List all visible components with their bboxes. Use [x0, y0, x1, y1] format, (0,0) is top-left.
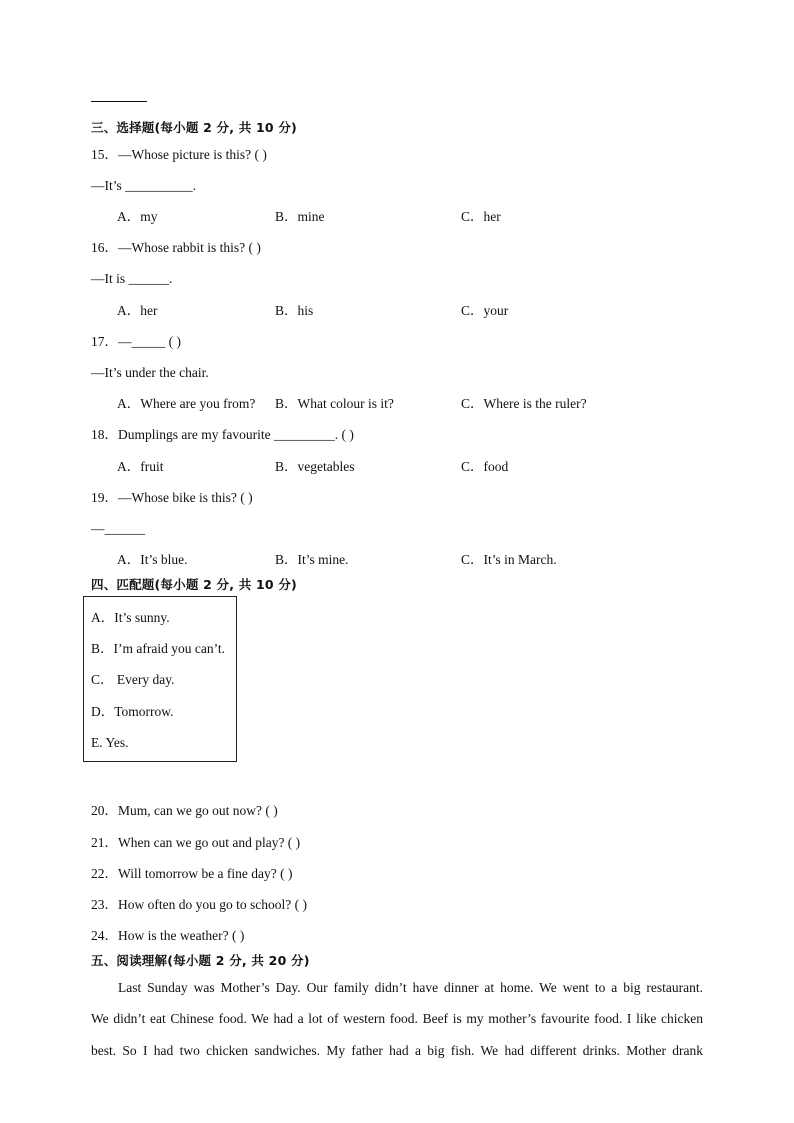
option-c[interactable]: C．Where is the ruler?: [461, 396, 587, 411]
question-15-options: [0, 208, 794, 226]
question-16-options: [0, 302, 794, 320]
option-b[interactable]: B．It’s mine.: [275, 552, 349, 567]
option-b[interactable]: B．his: [275, 303, 314, 318]
question-19-options: [0, 551, 794, 569]
match-option-c: C． Every day.: [91, 672, 175, 687]
option-c[interactable]: C．food: [461, 459, 509, 474]
option-a[interactable]: A．Where are you from?: [117, 396, 256, 411]
top-answer-blank: [91, 101, 147, 102]
question-16-stem: 16．—Whose rabbit is this? ( ): [91, 240, 261, 255]
section4-heading: 四、匹配题(每小题 2 分, 共 10 分): [91, 577, 297, 592]
question-20: 20．Mum, can we go out now? ( ): [91, 803, 278, 818]
option-a[interactable]: A．It’s blue.: [117, 552, 188, 567]
match-option-b: B．I’m afraid you can’t.: [91, 641, 225, 656]
question-17-options: [0, 395, 794, 413]
reading-paragraph-line-3: best. So I had two chicken sandwiches. My father had a big fish. We had different drinks. Mother drank: [91, 1043, 703, 1058]
option-c[interactable]: C．your: [461, 303, 509, 318]
option-b[interactable]: B．mine: [275, 209, 325, 224]
question-17-stem: 17．—_____ ( ): [91, 334, 181, 349]
section5-heading: 五、阅读理解(每小题 2 分, 共 20 分): [91, 953, 310, 968]
question-19-reply: —______: [91, 521, 145, 536]
option-a[interactable]: A．my: [117, 209, 158, 224]
option-b[interactable]: B．What colour is it?: [275, 396, 394, 411]
option-a[interactable]: A．her: [117, 303, 158, 318]
question-17-reply: —It’s under the chair.: [91, 365, 209, 380]
reading-paragraph-line-2: We didn’t eat Chinese food. We had a lot of western food. Beef is my mother’s favourite food. I like chicken: [91, 1011, 703, 1026]
question-19-stem: 19．—Whose bike is this? ( ): [91, 490, 253, 505]
question-15-reply: —It’s __________.: [91, 178, 197, 193]
option-c[interactable]: C．It’s in March.: [461, 552, 557, 567]
question-22: 22．Will tomorrow be a fine day? ( ): [91, 866, 293, 881]
section3-heading: 三、选择题(每小题 2 分, 共 10 分): [91, 120, 297, 135]
question-23: 23．How often do you go to school? ( ): [91, 897, 307, 912]
question-21: 21．When can we go out and play? ( ): [91, 835, 301, 850]
option-b[interactable]: B．vegetables: [275, 459, 355, 474]
match-option-e: E. Yes.: [91, 735, 129, 750]
question-18-stem: 18．Dumplings are my favourite _________. ( ): [91, 427, 354, 442]
question-16-reply: —It is ______.: [91, 271, 173, 286]
question-24: 24．How is the weather? ( ): [91, 928, 245, 943]
matching-options-box: [83, 596, 237, 762]
reading-paragraph-line-1: Last Sunday was Mother’s Day. Our family didn’t have dinner at home. We went to a big restaurant.: [118, 980, 703, 995]
question-15-stem: 15．—Whose picture is this? ( ): [91, 147, 267, 162]
question-18-options: [0, 458, 794, 476]
match-option-d: D．Tomorrow.: [91, 704, 174, 719]
option-a[interactable]: A．fruit: [117, 459, 164, 474]
match-option-a: A．It’s sunny.: [91, 610, 170, 625]
option-c[interactable]: C．her: [461, 209, 501, 224]
